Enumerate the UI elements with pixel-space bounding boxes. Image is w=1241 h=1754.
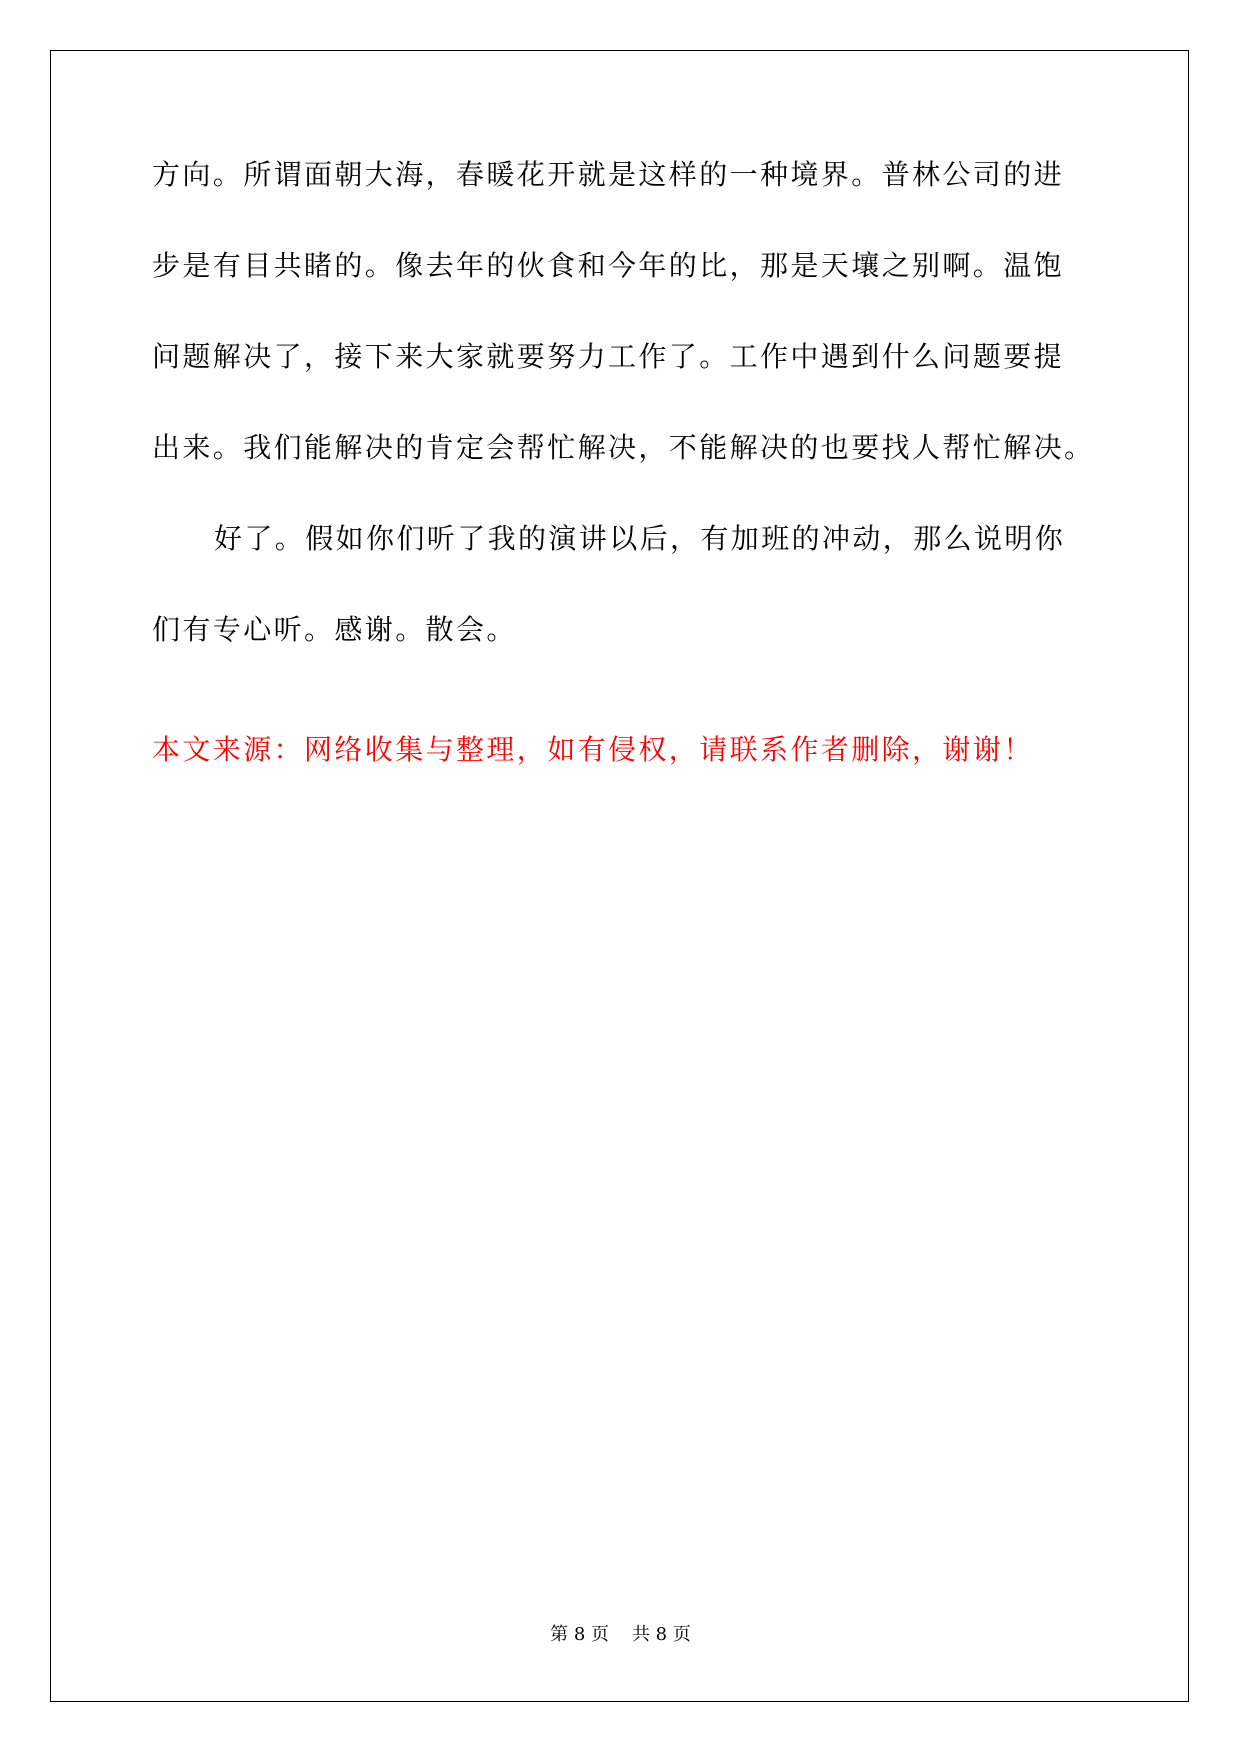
paragraph-line: 们有专心听。感谢。散会。 [152,613,517,646]
paragraph-line: 好了。假如你们听了我的演讲以后，有加班的冲动，那么说明你 [214,522,1066,555]
paragraph-line: 出来。我们能解决的肯定会帮忙解决，不能解决的也要找人帮忙解决。 [152,431,1095,464]
source-note: 本文来源：网络收集与整理，如有侵权，请联系作者删除，谢谢！ [152,733,1034,766]
paragraph-line: 方向。所谓面朝大海，春暖花开就是这样的一种境界。普林公司的进 [152,158,1065,191]
paragraph-line: 问题解决了，接下来大家就要努力工作了。工作中遇到什么问题要提 [152,340,1065,373]
body-text [152,160,1112,706]
page-number-footer: 第 8 页 共 8 页 [550,1624,691,1645]
paragraph-line: 步是有目共睹的。像去年的伙食和今年的比，那是天壤之别啊。温饱 [152,249,1065,282]
